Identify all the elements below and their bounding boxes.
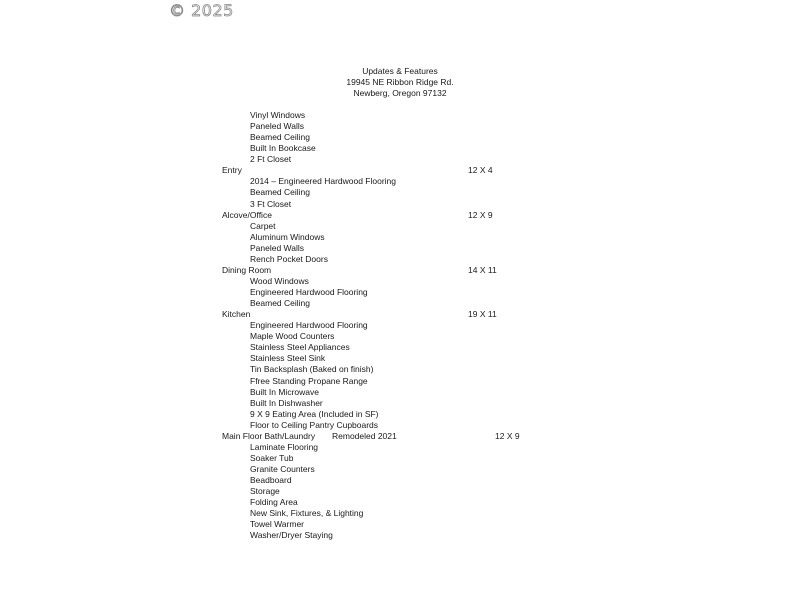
feature-item-row [222,221,542,232]
room-heading-row [222,309,542,320]
copyright-watermark: © 2025 [169,1,234,20]
room-name: Alcove/Office [222,209,272,220]
feature-item-row [222,398,542,409]
feature-item-row [222,331,542,342]
feature-text: Maple Wood Counters [250,331,335,342]
feature-text: Washer/Dryer Staying [250,530,333,541]
feature-text: Folding Area [250,497,298,508]
room-dimensions: 12 X 9 [495,430,520,441]
feature-text: Built In Microwave [250,386,319,397]
document-header [300,66,500,99]
feature-item-row [222,143,542,154]
feature-item-row [222,353,542,364]
feature-item-row [222,464,542,475]
room-name: Dining Room [222,264,272,275]
feature-text: Storage [250,486,280,497]
room-heading-row [222,165,542,176]
feature-item-row [222,387,542,398]
feature-item-row [222,254,542,265]
room-heading-row [222,210,542,221]
feature-text: Wood Windows [250,275,309,286]
feature-item-row [222,376,542,387]
feature-text: Laminate Flooring [250,441,319,452]
feature-item-row [222,486,542,497]
features-list [222,110,542,541]
feature-item-row [222,176,542,187]
room-heading-row [222,265,542,276]
room-dimensions: 14 X 11 [468,264,497,275]
feature-item-row [222,243,542,254]
address-line-1: 19945 NE Ribbon Ridge Rd. [346,77,454,87]
feature-item-row [222,276,542,287]
feature-item-row [222,154,542,165]
feature-item-row [222,508,542,519]
feature-text: Beamed Ceiling [250,298,311,309]
feature-text: Granite Counters [250,464,315,474]
feature-text: Paneled Walls [250,242,305,253]
feature-text: Soaker Tub [250,452,294,463]
document-title: Updates & Features [362,66,438,76]
feature-item-row [222,187,542,198]
feature-text: Vinyl Windows [250,110,306,120]
feature-item-row [222,298,542,309]
feature-item-row [222,287,542,298]
feature-text: 3 Ft Closet [250,198,292,209]
feature-text: Engineered Hardwood Flooring [250,287,368,297]
feature-text: Built In Dishwasher [250,397,323,408]
feature-item-row [222,475,542,486]
remodel-note: Remodeled 2021 [332,430,397,441]
room-name: Entry [222,165,242,176]
feature-text: 2014 – Engineered Hardwood Flooring [250,176,397,187]
feature-item-row [222,530,542,541]
feature-text: Paneled Walls [250,121,305,132]
feature-text: 2 Ft Closet [250,154,292,165]
feature-text: Stainless Steel Sink [250,353,326,364]
feature-item-row [222,342,542,353]
feature-text: Stainless Steel Appliances [250,342,350,353]
feature-item-row [222,199,542,210]
feature-item-row [222,320,542,331]
feature-text: New Sink, Fixtures, & Lighting [250,508,364,519]
feature-text: Rench Pocket Doors [250,253,328,264]
feature-text: Built In Bookcase [250,143,316,154]
room-dimensions: 19 X 11 [468,309,497,320]
feature-text: Aluminum Windows [250,231,325,242]
feature-text: Beamed Ceiling [250,132,311,143]
feature-text: Ffree Standing Propane Range [250,375,368,386]
room-dimensions: 12 X 4 [468,165,493,176]
feature-item-row [222,110,542,121]
feature-text: Engineered Hardwood Flooring [250,320,368,331]
feature-text: Beamed Ceiling [250,187,311,198]
feature-text: Beadboard [250,475,292,486]
room-name: Main Floor Bath/Laundry [222,430,316,441]
feature-text: Floor to Ceiling Pantry Cupboards [250,419,379,430]
feature-item-row [222,409,542,420]
feature-item-row [222,442,542,453]
room-heading-row [222,431,542,442]
room-dimensions: 12 X 9 [468,209,493,220]
address-line-2: Newberg, Oregon 97132 [353,88,447,98]
feature-text: 9 X 9 Eating Area (Included in SF) [250,408,379,419]
feature-item-row [222,453,542,464]
feature-item-row [222,132,542,143]
feature-item-row [222,121,542,132]
feature-text: Towel Warmer [250,519,304,530]
feature-text: Tin Backsplash (Baked on finish) [250,364,374,375]
feature-item-row [222,497,542,508]
feature-item-row [222,519,542,530]
feature-item-row [222,364,542,375]
feature-item-row [222,232,542,243]
feature-item-row [222,420,542,431]
feature-text: Carpet [250,220,276,231]
room-name: Kitchen [222,309,251,320]
